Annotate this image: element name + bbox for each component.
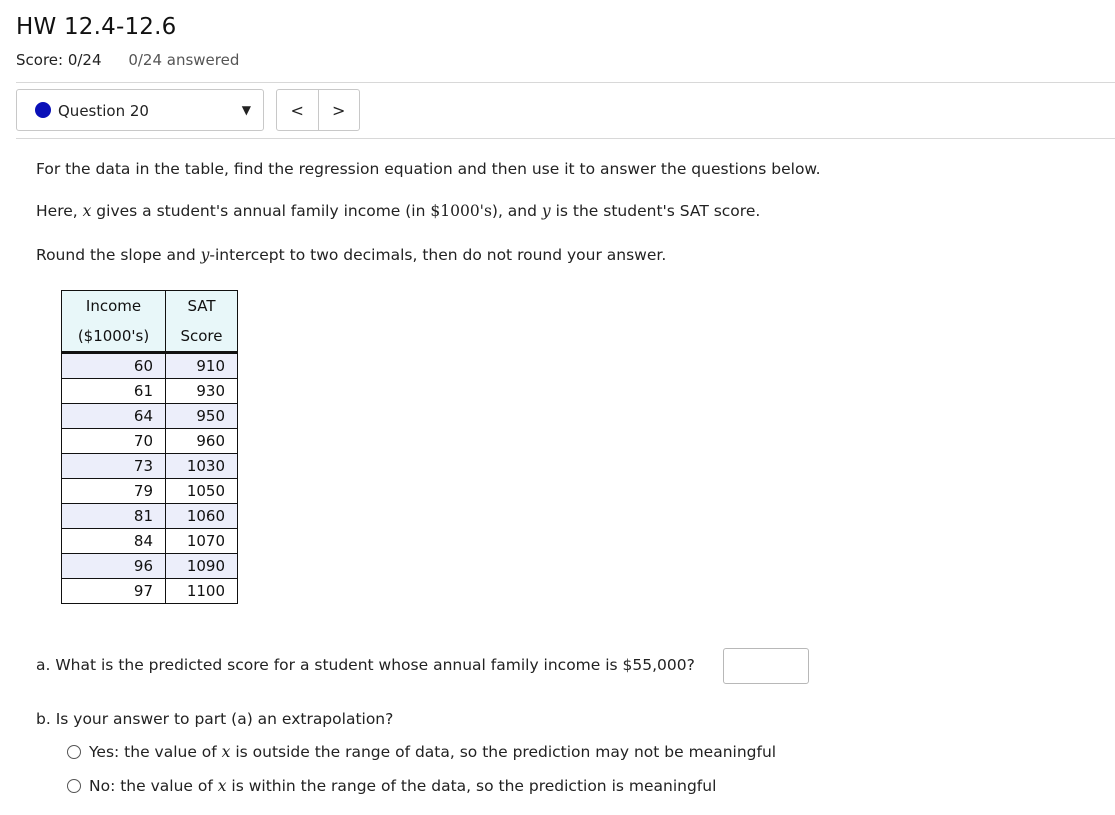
- part-a-question: a. What is the predicted score for a student whose annual family income is $55,000?: [36, 656, 695, 674]
- table-row: [62, 379, 238, 404]
- income-cell: 73: [62, 454, 166, 479]
- prev-question-button[interactable]: <: [277, 90, 319, 130]
- page-title: HW 12.4-12.6: [16, 14, 177, 40]
- table-row: [62, 529, 238, 554]
- column-header-sat-sub: Score: [166, 321, 238, 353]
- problem-intro: For the data in the table, find the regression equation and then use it to answer the questions below.: [36, 160, 821, 178]
- radio-option-yes[interactable]: [67, 743, 776, 761]
- sat-cell: 1100: [166, 579, 238, 604]
- math-x: x: [217, 777, 227, 795]
- math-x: x: [82, 202, 92, 220]
- radio-button-no[interactable]: [67, 779, 81, 793]
- table-row: [62, 554, 238, 579]
- next-question-button[interactable]: >: [332, 100, 346, 120]
- question-select[interactable]: [16, 89, 264, 131]
- divider-top: [16, 82, 1115, 83]
- income-cell: 64: [62, 404, 166, 429]
- table-row: [62, 353, 238, 379]
- part-b-question: b. Is your answer to part (a) an extrapolation?: [36, 710, 394, 728]
- table-row: [62, 479, 238, 504]
- score-line: [16, 51, 239, 69]
- problem-variables: Here, x gives a student's annual family income (in $1000's), and y is the student's SAT score.: [36, 202, 761, 220]
- sat-cell: 1070: [166, 529, 238, 554]
- income-cell: 96: [62, 554, 166, 579]
- table-row: [62, 504, 238, 529]
- sat-cell: 1060: [166, 504, 238, 529]
- table-row: [62, 429, 238, 454]
- income-cell: 84: [62, 529, 166, 554]
- answered-count: 0/24 answered: [128, 51, 240, 69]
- dropdown-caret-icon: ▼: [241, 103, 251, 117]
- score-text: Score: 0/24: [16, 51, 102, 69]
- income-cell: 79: [62, 479, 166, 504]
- column-header-income: Income: [62, 291, 166, 322]
- rounding-instructions: Round the slope and y-intercept to two decimals, then do not round your answer.: [36, 246, 667, 264]
- sat-cell: 910: [166, 353, 238, 379]
- income-cell: 60: [62, 353, 166, 379]
- radio-button-yes[interactable]: [67, 745, 81, 759]
- sat-cell: 1030: [166, 454, 238, 479]
- option-no-label: No: the value of x is within the range of the data, so the prediction is meaningful: [89, 777, 717, 795]
- question-status-dot-icon: [35, 102, 51, 118]
- question-select-label: Question 20: [58, 102, 149, 120]
- sat-cell: 1050: [166, 479, 238, 504]
- option-yes-label: Yes: the value of x is outside the range of data, so the prediction may not be meaningful: [89, 743, 777, 761]
- sat-cell: 1090: [166, 554, 238, 579]
- math-y: y: [200, 246, 210, 264]
- radio-option-no[interactable]: [67, 777, 716, 795]
- sat-cell: 930: [166, 379, 238, 404]
- math-unit: $1000's: [430, 202, 492, 220]
- column-header-sat: SAT: [166, 291, 238, 322]
- income-cell: 61: [62, 379, 166, 404]
- table-row: [62, 579, 238, 604]
- income-cell: 70: [62, 429, 166, 454]
- table-row: [62, 404, 238, 429]
- question-nav: [276, 89, 360, 131]
- income-cell: 97: [62, 579, 166, 604]
- math-y: y: [541, 202, 551, 220]
- predicted-score-input[interactable]: [723, 648, 809, 684]
- sat-cell: 960: [166, 429, 238, 454]
- table-row: [62, 454, 238, 479]
- data-table: [61, 290, 238, 604]
- math-x: x: [221, 743, 231, 761]
- column-header-income-unit: ($1000's): [62, 321, 166, 353]
- sat-cell: 950: [166, 404, 238, 429]
- divider-bottom: [16, 138, 1115, 139]
- income-cell: 81: [62, 504, 166, 529]
